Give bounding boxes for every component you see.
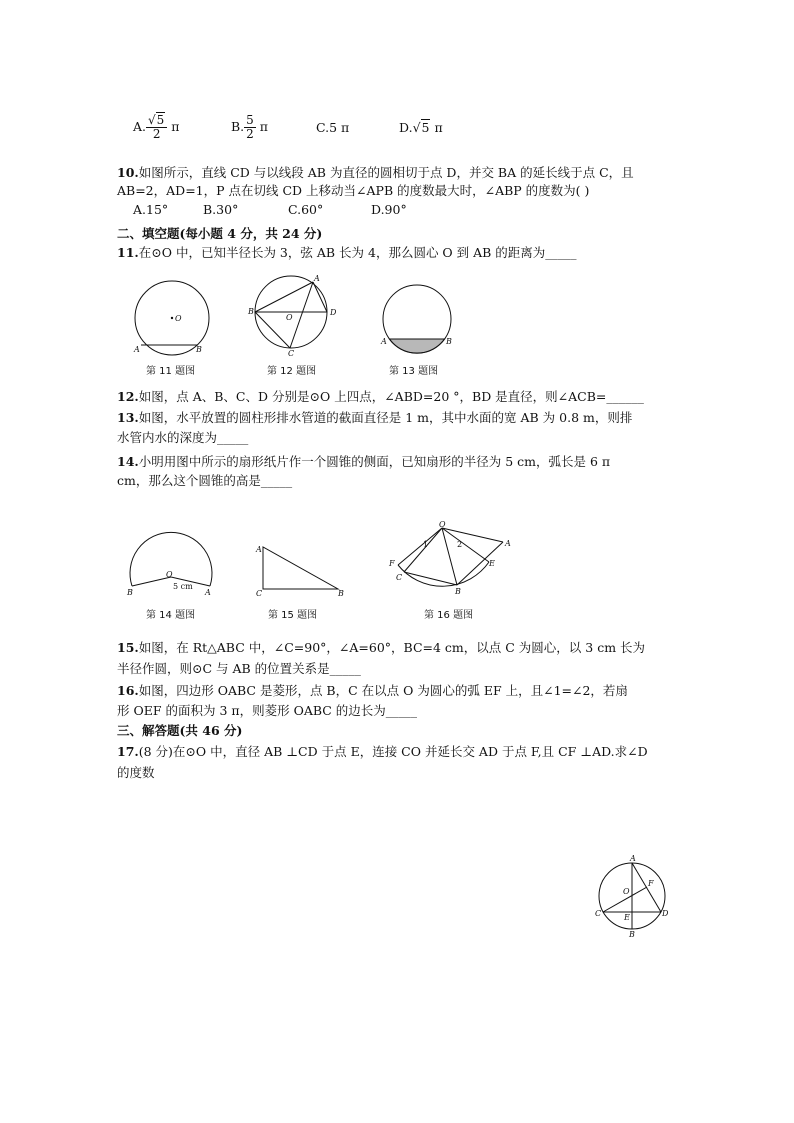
figure-17 [592,854,672,939]
sqrt-icon: √ [412,120,421,135]
fig12-label-c: C [288,349,295,358]
q15-line2: 半径作圆，则⊙C 与 AB 的位置关系是_____ [117,661,361,676]
q17-line2: 的度数 [117,765,155,780]
q10-option-b: B.30° [203,202,239,217]
caption-fig13: 第 13 题图 [389,366,439,377]
sqrt-icon: √ [148,113,156,127]
fig12-label-b: B [248,307,254,316]
q9-a-fraction: $\frac{√5}{2}$ [146,114,167,141]
q17-line1: 17.(8 分)在⊙O 中，直径 AB ⊥CD 于点 E，连接 CO 并延长交 AD 于点 F,且 CF ⊥AD.求∠D [117,744,648,759]
figure-14 [125,533,220,599]
fig11-label-o: O [175,314,182,323]
caption-fig14: 第 14 题图 [146,610,196,621]
q9-option-a: A. $\frac{√5}{2}$ π [133,113,180,141]
fig17-label-b: B [629,930,635,939]
q12-line: 12.如图，点 A、B、C、D 分别是⊙O 上四点，∠ABD=20 °，BD 是直径，则∠ACB=______ [117,389,644,404]
figure-16 [383,520,513,600]
fig16-label-a: A [505,539,511,548]
fig17-label-e: E [624,913,630,922]
q14-line2: cm，那么这个圆锥的高是_____ [117,473,293,488]
fig13-label-a: A [381,337,387,346]
fig12-label-a: A [314,274,320,283]
fig14-label-b: B [127,588,133,597]
fig14-label-o: O [166,570,173,579]
fig16-label-o: O [439,520,446,529]
q9-option-d: D.√5 π [399,120,443,135]
figure-15 [252,543,352,599]
q16-line1: 16.如图，四边形 OABC 是菱形，点 B，C 在以点 O 为圆心的弧 EF 上，且∠1=∠2，若扇 [117,683,628,698]
fig11-label-b: B [196,345,202,354]
fig12-label-d: D [330,308,337,317]
q10-line2: AB=2，AD=1，P 点在切线 CD 上移动当∠APB 的度数最大时，∠ABP 的度数为( ) [117,183,590,198]
fig17-label-f: F [648,879,654,888]
fig17-label-o: O [623,887,630,896]
fig16-label-c: C [396,573,403,582]
section-2-heading: 二、填空题(每小题 4 分，共 24 分) [117,226,323,241]
fig14-label-a: A [205,588,211,597]
q9-b-fraction: $\frac{5}{2}$ [246,113,254,141]
figure-11 [130,280,220,360]
q9-option-b: B. $\frac{5}{2}$ π [231,113,269,141]
q16-line2: 形 OEF 的面积为 3 π，则菱形 OABC 的边长为_____ [117,703,418,718]
q10-line1: 10.如图所示，直线 CD 与以线段 AB 为直径的圆相切于点 D，并交 BA 的延长线于点 C，且 [117,165,634,180]
caption-fig12: 第 12 题图 [267,366,317,377]
fig15-label-c: C [256,589,263,598]
q15-line1: 15.如图，在 Rt△ABC 中，∠C=90°，∠A=60°，BC=4 cm，以点 C 为圆心，以 3 cm 长为 [117,640,646,655]
fig17-label-a: A [630,854,636,863]
q10-option-c: C.60° [288,202,324,217]
fig15-label-a: A [256,545,262,554]
q11-line: 11.在⊙O 中，已知半径长为 3，弦 AB 长为 4，那么圆心 O 到 AB 的距离为_____ [117,245,577,260]
section-3-heading: 三、解答题(共 46 分) [117,723,243,738]
fig16-label-1: 1 [423,540,429,549]
caption-fig16: 第 16 题图 [424,610,474,621]
q13-line1: 13.如图，水平放置的圆柱形排水管道的截面直径是 1 m，其中水面的宽 AB 为 0.8 m，则排 [117,410,633,425]
fig13-label-b: B [446,337,452,346]
fig16-label-f: F [389,559,395,568]
q9-option-c: C.5 π [316,120,350,135]
figure-13 [375,282,465,362]
fig11-label-a: A [134,345,140,354]
fig16-label-b: B [455,587,461,596]
fig17-label-c: C [595,909,602,918]
fig17-label-d: D [662,909,669,918]
q14-line1: 14.小明用图中所示的扇形纸片作一个圆锥的侧面，已知扇形的半径为 5 cm，弧长是 6 π [117,454,611,469]
q13-line2: 水管内水的深度为_____ [117,430,249,445]
q10-option-d: D.90° [371,202,407,217]
caption-fig11: 第 11 题图 [146,366,196,377]
fig16-label-e: E [489,559,495,568]
fig14-label-length: 5 cm [173,582,193,591]
figure-12 [250,272,340,360]
caption-fig15: 第 15 题图 [268,610,318,621]
fig16-label-2: 2 [457,540,463,549]
fig15-label-b: B [338,589,344,598]
fig12-label-o: O [286,313,293,322]
q10-option-a: A.15° [133,202,169,217]
